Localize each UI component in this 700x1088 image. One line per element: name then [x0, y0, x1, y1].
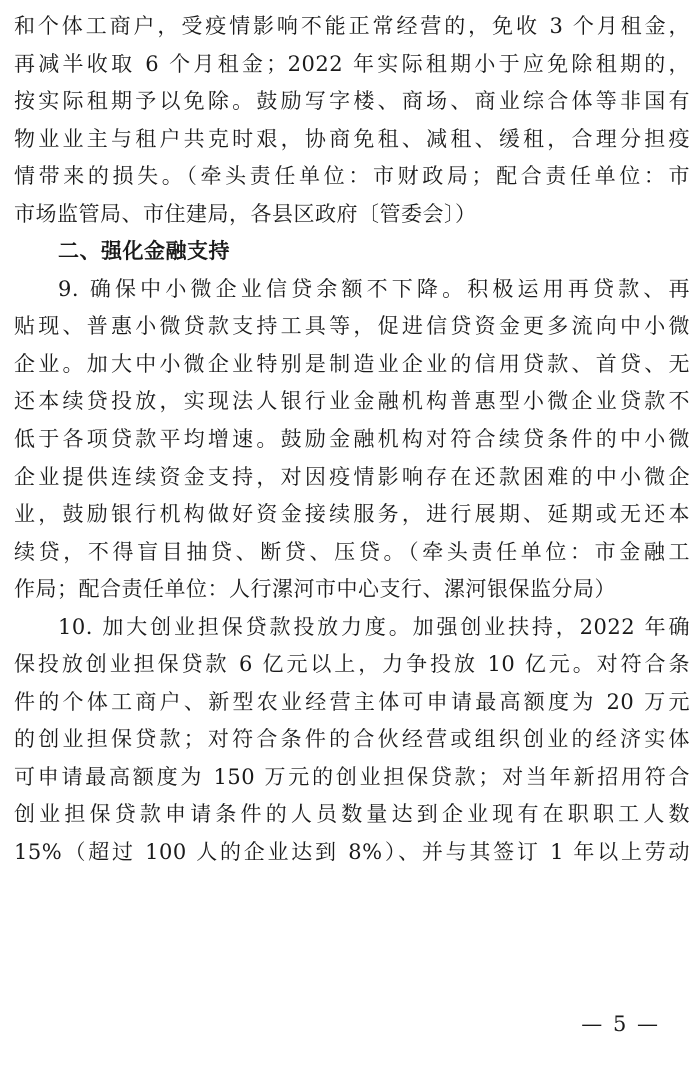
text-line: 按实际租期予以免除。鼓励写字楼、商场、商业综合体等非国有 [14, 89, 690, 114]
text-line: 企业。加大中小微企业特别是制造业企业的信用贷款、首贷、无 [14, 351, 690, 376]
text-line: 物业业主与租户共克时艰，协商免租、减租、缓租，合理分担疫 [14, 126, 690, 151]
text-line: 情带来的损失。（牵头责任单位：市财政局；配合责任单位：市 [14, 164, 690, 189]
text-line: 创业担保贷款申请条件的人员数量达到企业现有在职职工人数 [14, 802, 690, 827]
paragraph-start: 10. 加大创业担保贷款投放力度。加强创业扶持，2022 年确 [58, 614, 690, 639]
text-line: 企业提供连续资金支持，对因疫情影响存在还款困难的中小微企 [14, 464, 690, 489]
document-body [14, 8, 690, 872]
text-line: 业，鼓励银行机构做好资金接续服务，进行展期、延期或无还本 [14, 502, 690, 527]
text-line: 市场监管局、市住建局，各县区政府〔管委会〕） [14, 201, 477, 226]
text-line: 低于各项贷款平均增速。鼓励金融机构对符合续贷条件的中小微 [14, 427, 690, 452]
page-number: — 5 — [581, 1012, 660, 1036]
text-line: 件的个体工商户、新型农业经营主体可申请最高额度为 20 万元 [14, 689, 690, 714]
text-line: 15%（超过 100 人的企业达到 8%）、并与其签订 1 年以上劳动 [14, 840, 690, 865]
text-line: 的创业担保贷款；对符合条件的合伙经营或组织创业的经济实体 [14, 727, 690, 752]
text-line: 作局；配合责任单位：人行漯河市中心支行、漯河银保监分局） [14, 577, 616, 602]
text-line: 保投放创业担保贷款 6 亿元以上，力争投放 10 亿元。对符合条 [14, 652, 690, 677]
text-line: 和个体工商户，受疫情影响不能正常经营的，免收 3 个月租金， [14, 14, 690, 38]
section-heading: 二、强化金融支持 [58, 239, 230, 264]
text-line: 续贷，不得盲目抽贷、断贷、压贷。（牵头责任单位：市金融工 [14, 539, 690, 564]
text-line: 贴现、普惠小微贷款支持工具等，促进信贷资金更多流向中小微 [14, 314, 690, 339]
text-line: 可申请最高额度为 150 万元的创业担保贷款；对当年新招用符合 [14, 764, 690, 789]
paragraph-start: 9. 确保中小微企业信贷余额不下降。积极运用再贷款、再 [58, 276, 690, 301]
text-line: 再减半收取 6 个月租金；2022 年实际租期小于应免除租期的， [14, 51, 690, 76]
text-line: 还本续贷投放，实现法人银行业金融机构普惠型小微企业贷款不 [14, 389, 690, 414]
